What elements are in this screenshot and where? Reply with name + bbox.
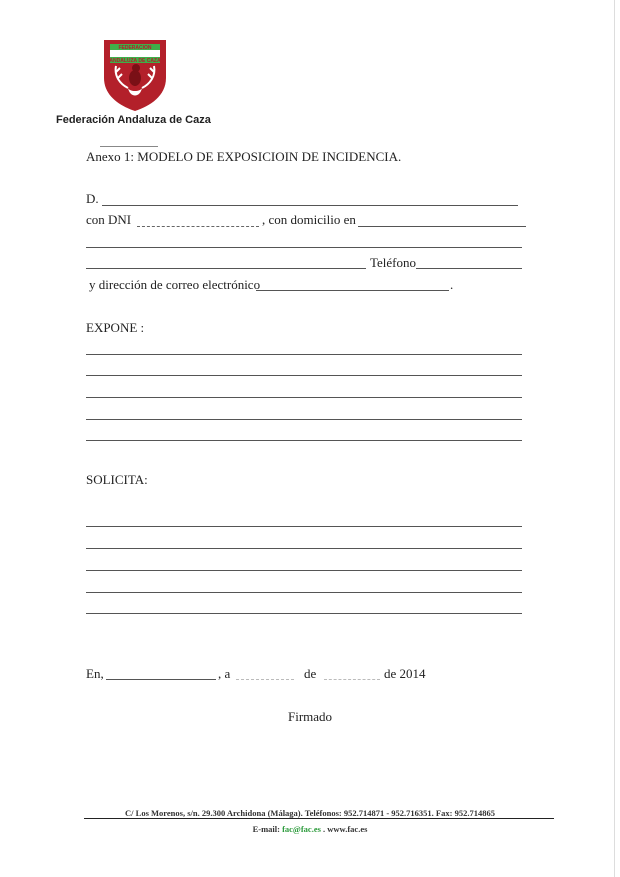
fac-logo bbox=[100, 38, 170, 113]
label-solicita: SOLICITA: bbox=[86, 472, 148, 487]
solicita-line-5[interactable] bbox=[86, 613, 522, 614]
organization-name: Federación Andaluza de Caza bbox=[56, 114, 211, 126]
label-domicilio: , con domicilio en bbox=[262, 212, 356, 227]
expone-line-5[interactable] bbox=[86, 440, 522, 441]
expone-line-4[interactable] bbox=[86, 419, 522, 420]
domicilio-field[interactable] bbox=[358, 226, 526, 227]
solicita-line-3[interactable] bbox=[86, 570, 522, 571]
place-field[interactable] bbox=[106, 679, 216, 680]
month-field[interactable] bbox=[324, 679, 380, 680]
label-year: de 2014 bbox=[384, 666, 426, 681]
form-title: Anexo 1: MODELO DE EXPOSICIOIN DE INCIDENCIA. bbox=[86, 149, 402, 164]
expone-line-1[interactable] bbox=[86, 354, 522, 355]
footer-rule bbox=[84, 818, 554, 819]
logo-text-bottom: ANDALUZA DE CAZA bbox=[109, 58, 161, 64]
footer-email-link[interactable]: fac@fac.es bbox=[282, 824, 321, 834]
label-email: y dirección de correo electrónico bbox=[89, 277, 261, 292]
dni-field[interactable] bbox=[137, 226, 259, 227]
expone-line-3[interactable] bbox=[86, 397, 522, 398]
solicita-line-4[interactable] bbox=[86, 592, 522, 593]
footer-email-sep: . bbox=[320, 824, 326, 834]
name-field[interactable] bbox=[102, 205, 518, 206]
label-de: de bbox=[304, 666, 317, 681]
expone-line-2[interactable] bbox=[86, 375, 522, 376]
address-line-3[interactable] bbox=[86, 268, 366, 269]
page-edge bbox=[614, 0, 615, 877]
email-field[interactable] bbox=[256, 290, 449, 291]
label-telefono: Teléfono bbox=[370, 255, 417, 270]
logo-text-top: FEDERACION bbox=[118, 45, 152, 51]
label-d: D. bbox=[86, 191, 99, 206]
footer-contact bbox=[0, 824, 620, 834]
label-dni: con DNI bbox=[86, 212, 132, 227]
solicita-line-2[interactable] bbox=[86, 548, 522, 549]
day-field[interactable] bbox=[236, 679, 294, 680]
label-a: , a bbox=[218, 666, 231, 681]
title-overline bbox=[100, 146, 158, 147]
email-end: . bbox=[450, 277, 454, 292]
address-line-2[interactable] bbox=[86, 247, 522, 248]
label-en: En, bbox=[86, 666, 104, 681]
telefono-field[interactable] bbox=[416, 268, 522, 269]
solicita-line-1[interactable] bbox=[86, 526, 522, 527]
footer-email-label: E-mail: bbox=[252, 824, 280, 834]
footer-website[interactable]: www.fac.es bbox=[327, 824, 368, 834]
footer-address: C/ Los Morenos, s/n. 29.300 Archidona (Málaga). Teléfonos: 952.714871 - 952.716351. Fax: 952.714865 bbox=[125, 808, 495, 818]
label-expone: EXPONE : bbox=[86, 320, 145, 335]
label-firmado: Firmado bbox=[288, 709, 333, 724]
